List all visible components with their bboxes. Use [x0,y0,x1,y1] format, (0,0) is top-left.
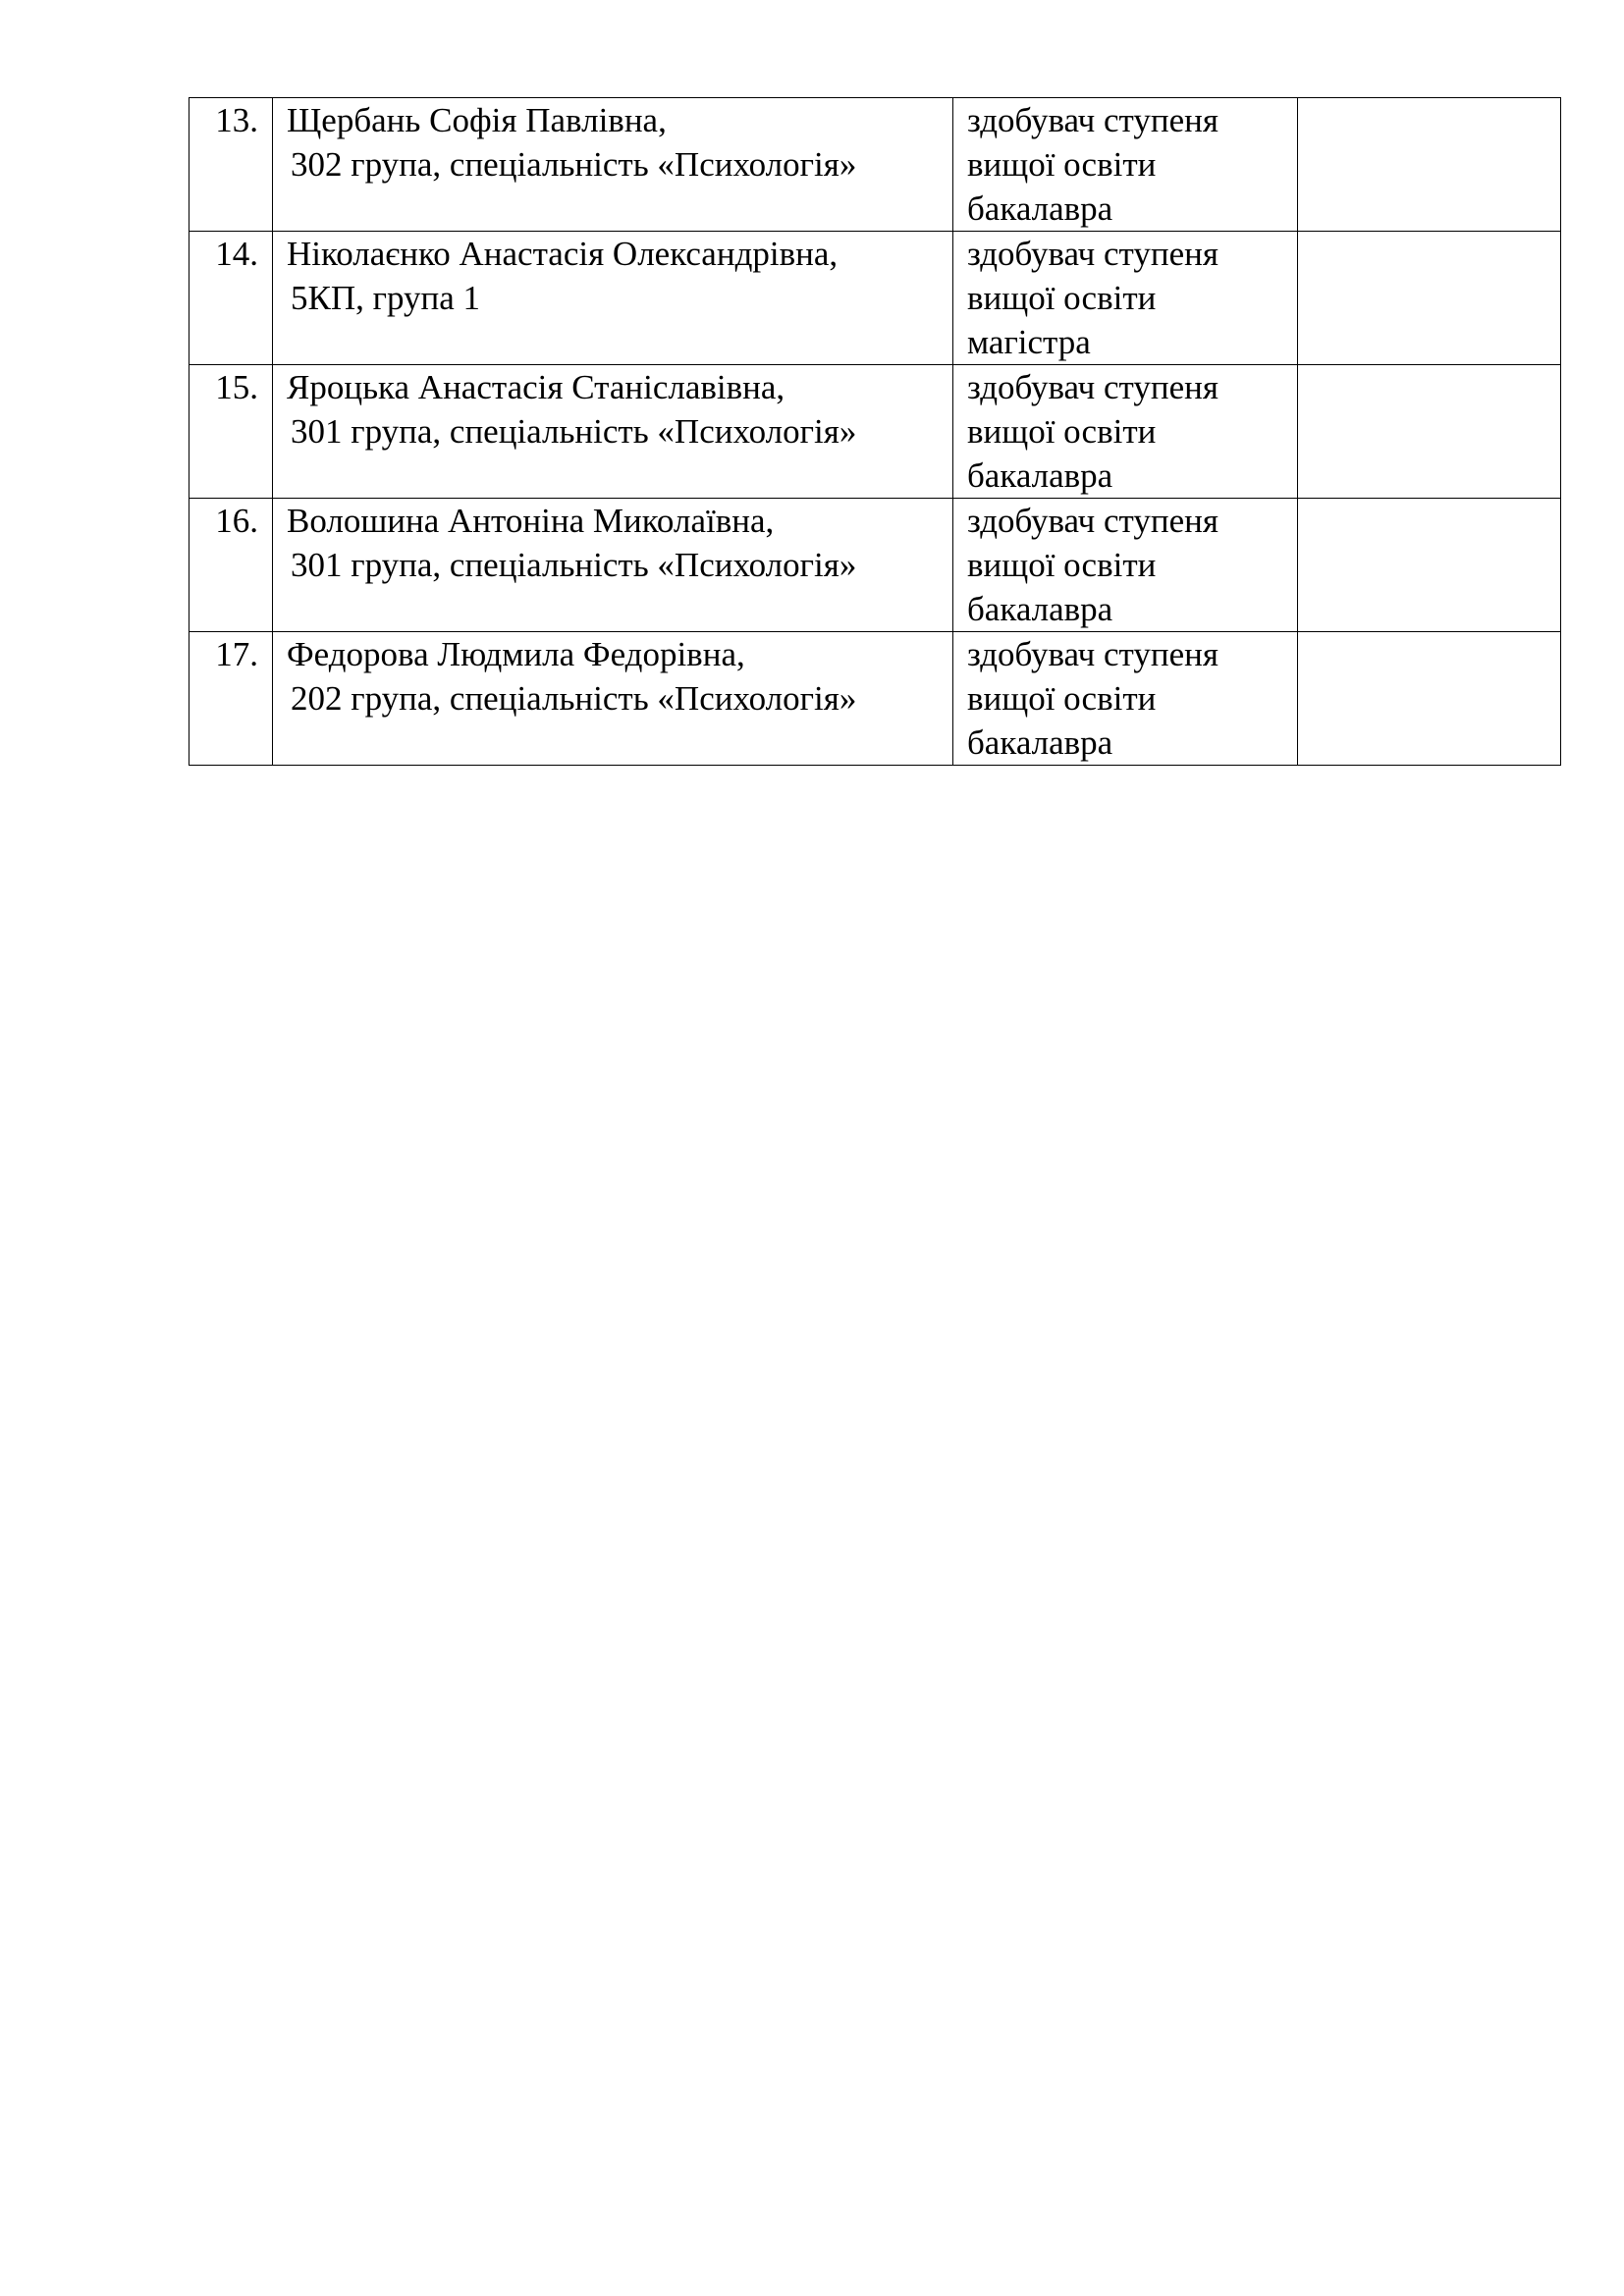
row-number: 15. [189,365,273,499]
status-line: бакалавра [967,723,1113,762]
status-line: вищої освіти [967,412,1157,451]
status-line: здобувач ступеня [967,235,1218,273]
participant-group: 202 група, спеціальність «Психологія» [291,679,857,718]
empty-cell [1298,632,1561,766]
status-line: вищої освіти [967,546,1157,584]
status-cell [953,365,1298,499]
table-row [189,365,1561,499]
participant-group: 5КП, група 1 [291,279,481,317]
status-cell [953,632,1298,766]
status-line: здобувач ступеня [967,635,1218,673]
table-row [189,232,1561,365]
status-line: здобувач ступеня [967,101,1218,139]
status-line: бакалавра [967,590,1113,628]
empty-cell [1298,232,1561,365]
participant-group: 301 група, спеціальність «Психологія» [291,546,857,584]
status-cell [953,499,1298,632]
participant-name: Ніколаєнко Анастасія Олександрівна, [287,235,839,273]
status-line: вищої освіти [967,679,1157,718]
row-number: 16. [189,499,273,632]
empty-cell [1298,499,1561,632]
participant-name: Волошина Антоніна Миколаївна, [287,502,775,540]
participant-name: Щербань Софія Павлівна, [287,101,667,139]
empty-cell [1298,98,1561,232]
row-number: 13. [189,98,273,232]
status-cell [953,232,1298,365]
status-line: бакалавра [967,456,1113,495]
status-line: здобувач ступеня [967,368,1218,406]
participant-name: Яроцька Анастасія Станіславівна, [287,368,785,406]
table-row [189,632,1561,766]
status-line: вищої освіти [967,279,1157,317]
status-line: магістра [967,323,1091,361]
participant-cell [273,365,953,499]
row-number: 17. [189,632,273,766]
participant-cell [273,632,953,766]
participant-cell [273,232,953,365]
participants-table [189,97,1561,766]
status-line: вищої освіти [967,145,1157,184]
empty-cell [1298,365,1561,499]
row-number: 14. [189,232,273,365]
status-line: здобувач ступеня [967,502,1218,540]
participant-cell [273,98,953,232]
participant-cell [273,499,953,632]
participant-group: 302 група, спеціальність «Психологія» [291,145,857,184]
participant-name: Федорова Людмила Федорівна, [287,635,745,673]
status-cell [953,98,1298,232]
participant-group: 301 група, спеціальність «Психологія» [291,412,857,451]
table-row [189,98,1561,232]
table-row [189,499,1561,632]
status-line: бакалавра [967,189,1113,228]
